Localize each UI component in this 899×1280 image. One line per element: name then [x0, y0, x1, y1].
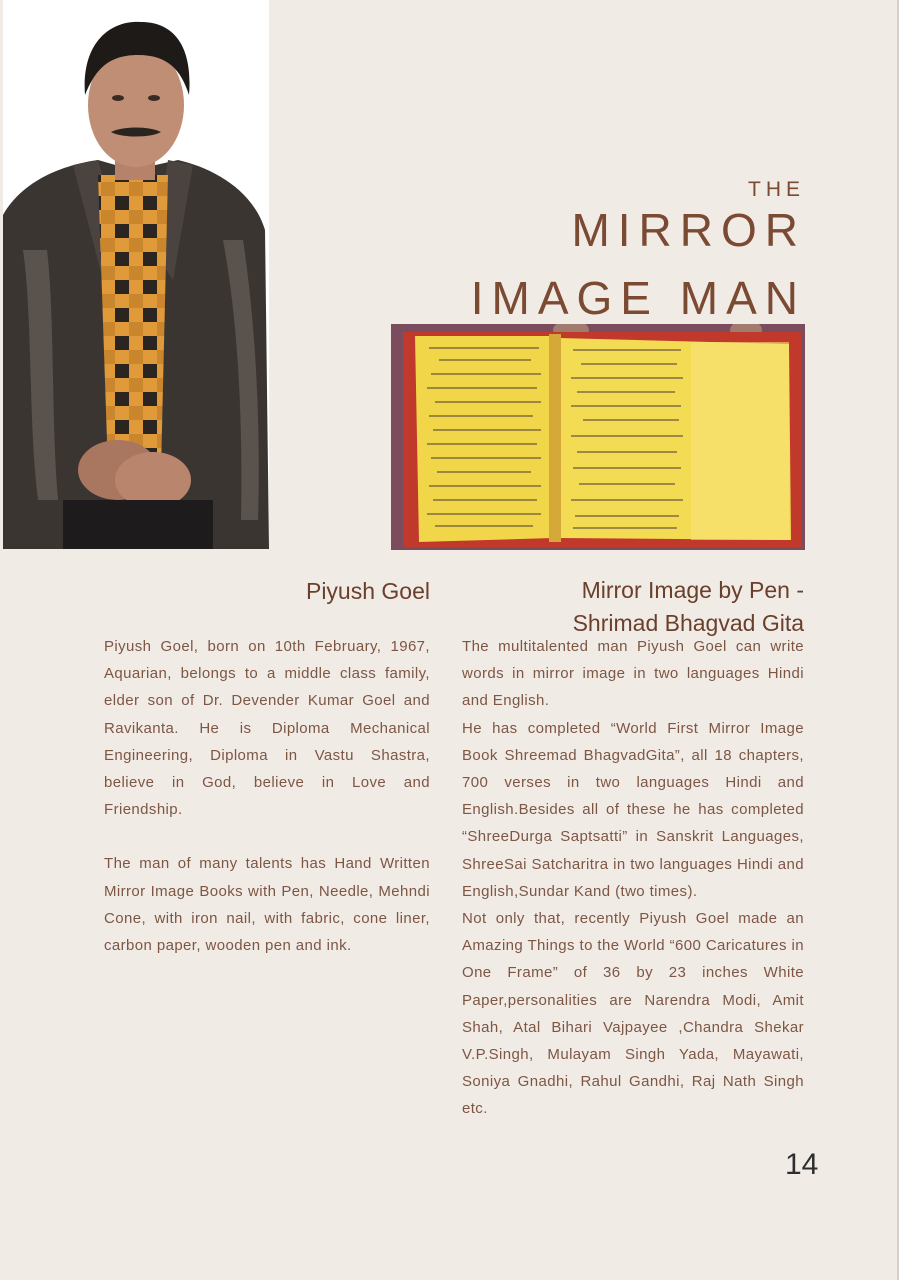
title-the: THE [748, 178, 805, 201]
intro-paragraph: The multitalented man Piyush Goel can write words in mirror image in two languages Hindi and English. [462, 638, 804, 710]
heading-line-1: Mirror Image by Pen - [581, 577, 804, 603]
right-column-text [462, 633, 804, 1123]
heading-mirror-image-by-pen [462, 574, 804, 640]
heading-piyush-goel: Piyush Goel [305, 578, 430, 604]
title-mirror: MIRROR [571, 204, 806, 256]
portrait-photo [3, 0, 269, 549]
left-column-text [104, 633, 430, 959]
caricatures-paragraph: Not only that, recently Piyush Goel made an Amazing Things to the World “600 Caricatures in One Frame” of 36 by 23 inches White Paper,personalities are Narendra Modi, Amit Shah, Atal Bihari Vajpayee ,Chandra Shekar V.P.Singh, Mulayam Singh Yada, Mayawati, Soniya Gnadhi, Rahul Gandhi, Raj Nath Singh etc. [462, 910, 804, 1118]
page-number: 14 [785, 1148, 819, 1181]
heading-line-2: Shrimad Bhagvad Gita [572, 610, 804, 636]
talents-paragraph: The man of many talents has Hand Written Mirror Image Books with Pen, Needle, Mehndi Cone, with iron nail, with fabric, cone liner, carbon paper, wooden pen and ink. [104, 855, 430, 955]
biography-paragraph: Piyush Goel, born on 10th February, 1967, Aquarian, belongs to a middle class family, elder son of Dr. Devender Kumar Goel and Ravikanta. He is Diploma Mechanical Engineering, Diploma in Vastu Shastra, believe in God, believe in Love and Friendship. [104, 638, 430, 819]
title-image-man: IMAGE MAN [470, 272, 806, 324]
achievements-paragraph: He has completed “World First Mirror Image Book Shreemad BhagvadGita”, all 18 chapters, 700 verses in two languages Hindi and English.Besides all of these he has completed “ShreeDurga Saptsatti” in Sanskrit Languages, ShreeSai Satcharitra in two languages Hindi and English,Sundar Kand (two times). [462, 719, 804, 900]
book-photo [391, 324, 805, 550]
